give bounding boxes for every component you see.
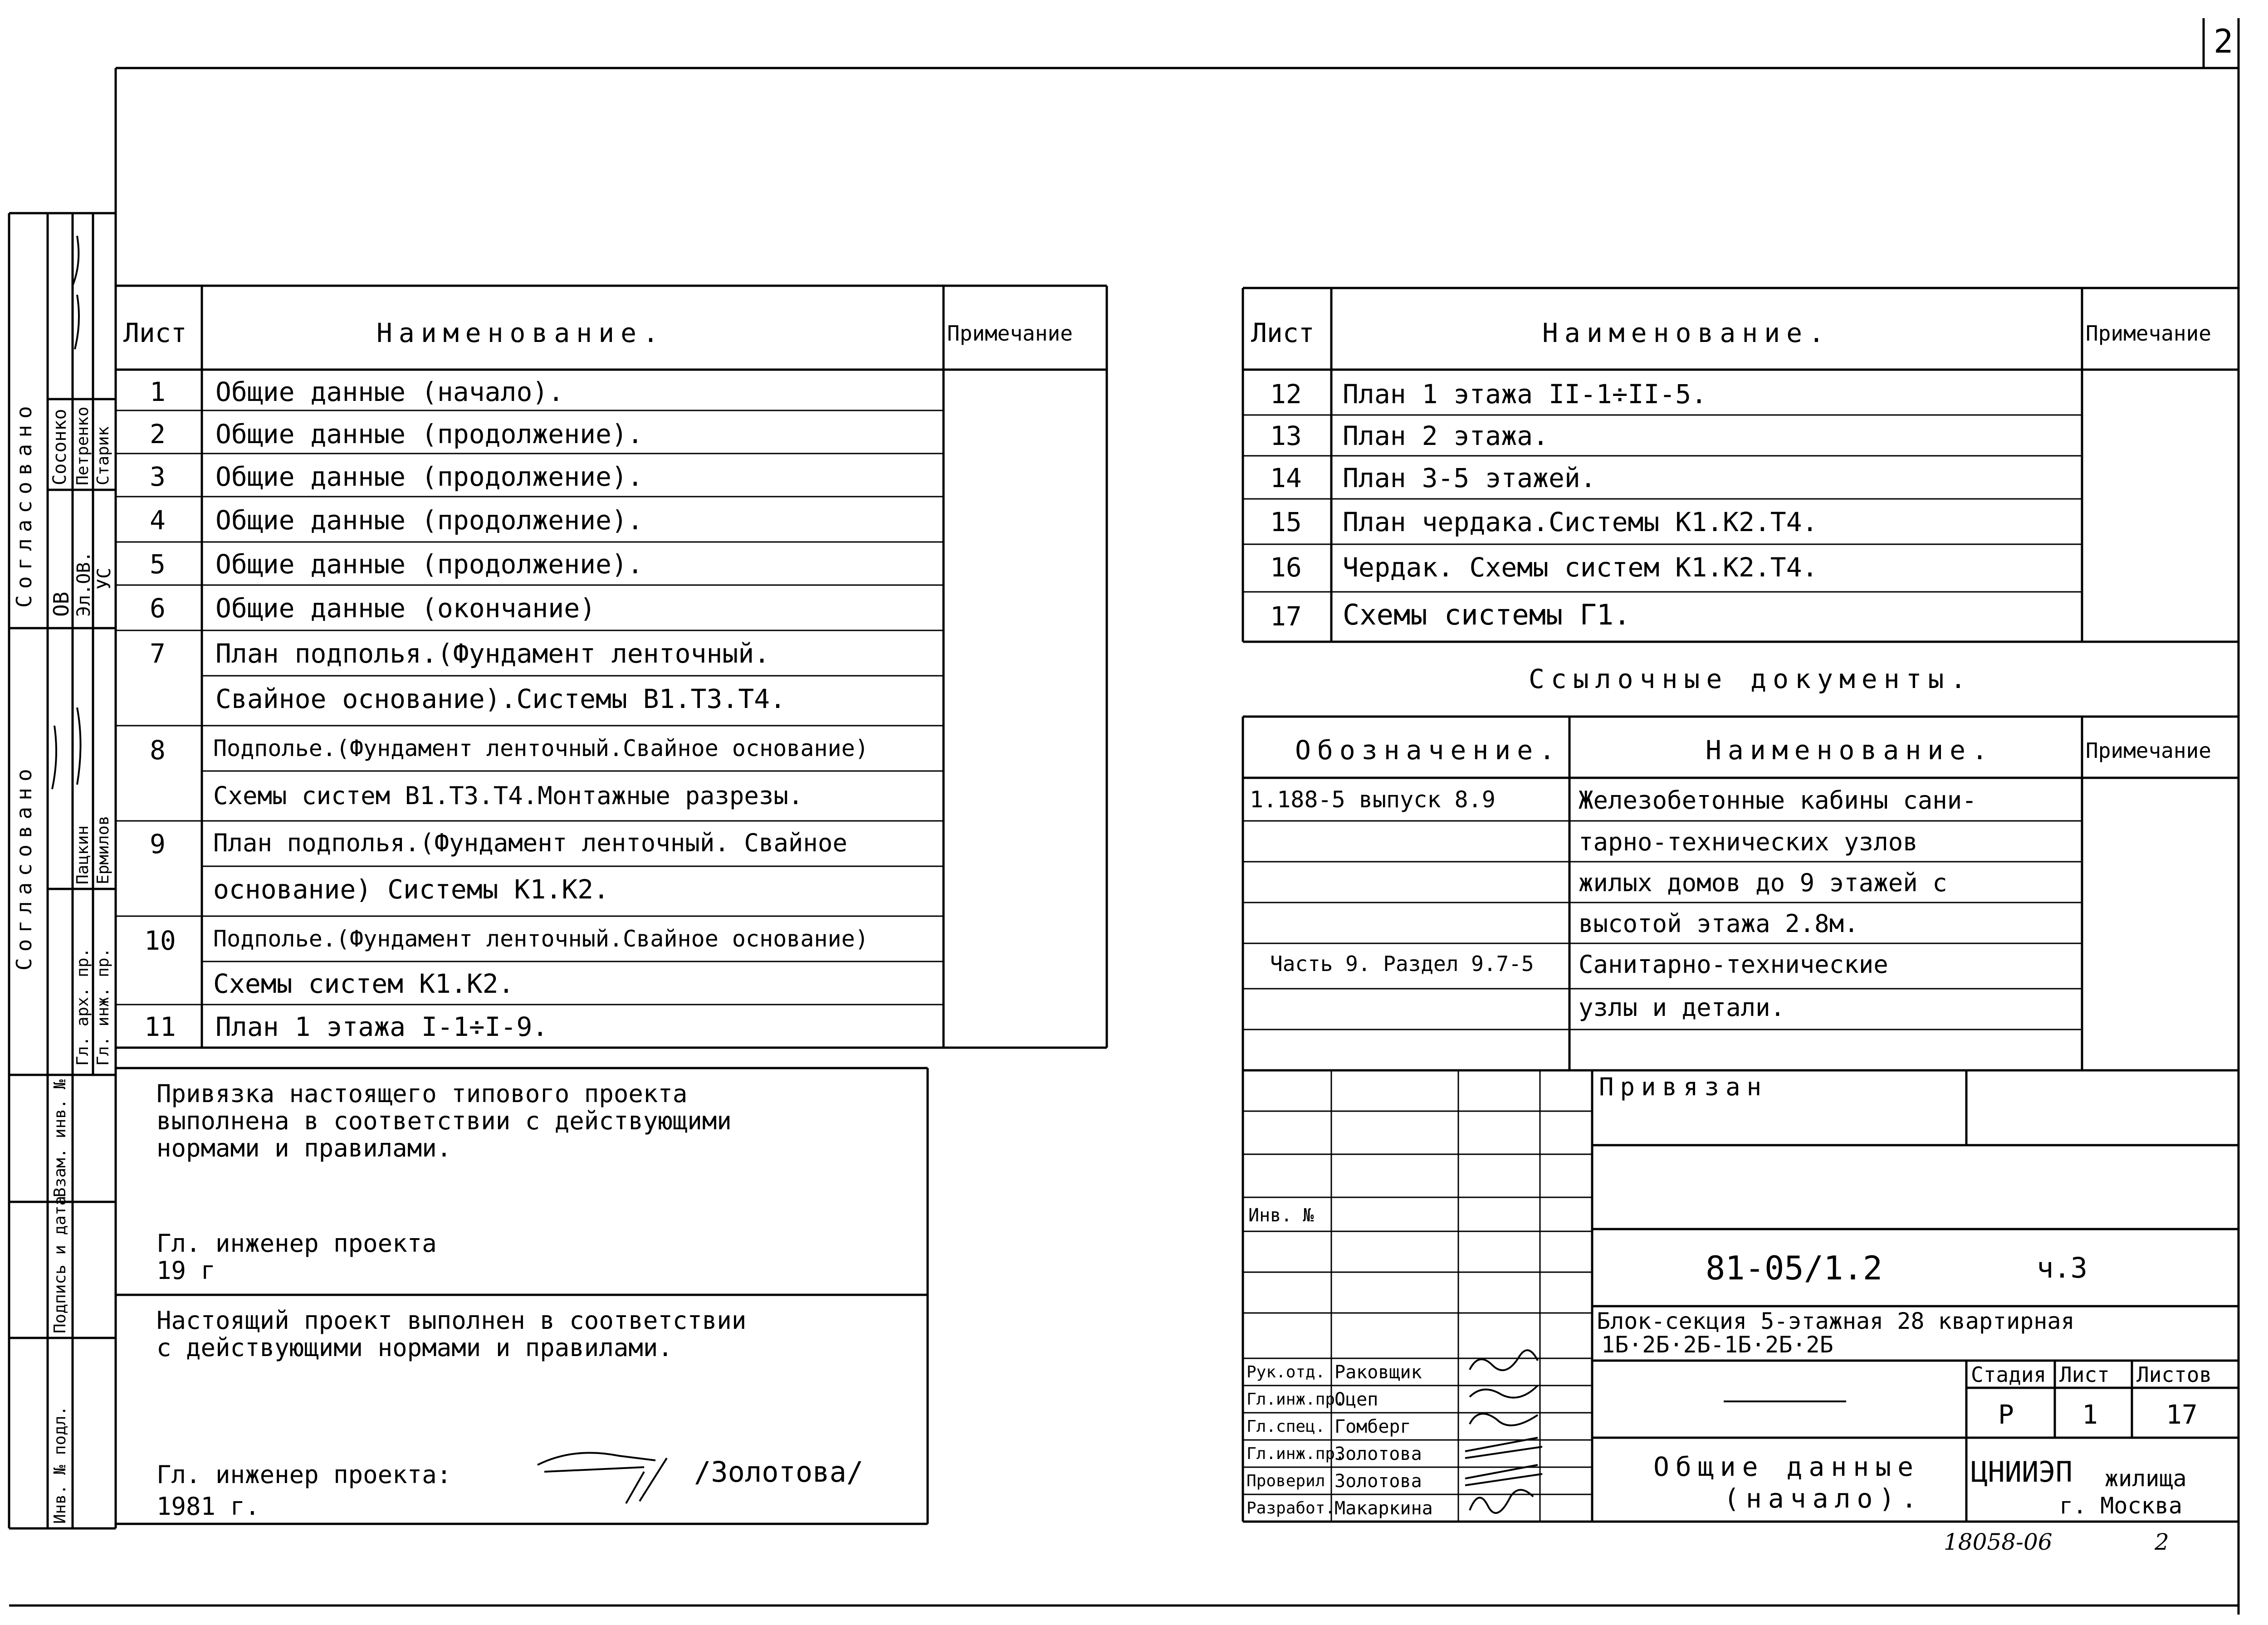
sheet-number: 15	[1270, 507, 1302, 537]
approval-name: Сосонко	[49, 409, 70, 485]
staff-role: Проверил	[1246, 1472, 1325, 1490]
sheets-label: Листов	[2136, 1362, 2212, 1387]
stage-value: Р	[1998, 1399, 2014, 1430]
sheet-title: Свайное основание).Системы В1.Т3.Т4.	[215, 683, 786, 714]
sheet-title: Общие данные (начало).	[215, 376, 564, 407]
approval-group2-title: Согласовано	[12, 762, 36, 971]
staff-name: Золотова	[1334, 1444, 1422, 1464]
approval-name: Старик	[94, 426, 112, 485]
sheet-title: Общие данные (окончание)	[215, 593, 596, 624]
approval-name: Петренко	[73, 406, 92, 485]
staff-role: Гл.спец.	[1246, 1417, 1325, 1436]
staff-name: Макаркина	[1334, 1498, 1433, 1519]
ref-header-name: Наименование.	[1706, 735, 1994, 766]
col-header-name: Наименование.	[1542, 317, 1831, 348]
project-description: 1Б·2Б·2Б-1Б·2Б·2Б	[1601, 1332, 1833, 1358]
sheet-number: 14	[1270, 463, 1302, 493]
approval-dept: ОВ	[49, 591, 73, 617]
label-original-inv: Инв. № подл.	[51, 1405, 69, 1524]
sheet-title: Общие данные (продолжение).	[215, 461, 643, 492]
sheet-number: 12	[1270, 379, 1302, 410]
approval-dept: Эл.ОВ.	[73, 551, 94, 617]
sheet-title: План подполья.(Фундамент ленточный. Свайное	[213, 829, 847, 857]
sheet-title: Общие данные (продолжение).	[215, 419, 643, 449]
sheet-number: 1	[150, 376, 166, 407]
sheet-title-main: Общие данные	[1653, 1451, 1920, 1482]
label-replacement-inv: Взам. инв. №	[51, 1079, 69, 1197]
approval-dept: УС	[94, 567, 115, 590]
col-header-sheet: Лист	[1251, 317, 1315, 348]
sheet-title: Схемы систем В1.Т3.Т4.Монтажные разрезы.	[213, 781, 803, 810]
ref-header-designation: Обозначение.	[1295, 735, 1562, 766]
staff-role: Гл.инж.пр.	[1246, 1444, 1345, 1463]
ref-name-line: Санитарно-технические	[1579, 950, 1888, 979]
sheet-title-sub: (начало).	[1724, 1483, 1924, 1514]
ref-name-line: тарно-технических узлов	[1579, 828, 1918, 856]
binding-text-line: выполнена в соответствии с действующими	[156, 1107, 732, 1135]
ref-designation: 1.188-5 выпуск 8.9	[1250, 786, 1496, 813]
project-code: 81-05/1.2	[1706, 1249, 1883, 1287]
archive-number: 18058-06	[1944, 1529, 2053, 1555]
binding-text-line: нормами и правилами.	[156, 1134, 452, 1162]
bound-label: Привязан	[1599, 1073, 1768, 1101]
project-text-line: Настоящий проект выполнен в соответствии	[156, 1306, 747, 1335]
ref-name-line: жилых домов до 9 этажей с	[1579, 869, 1947, 897]
approval-name: Пацкин	[73, 825, 92, 884]
approval-dept: Гл. арх. пр.	[73, 947, 92, 1066]
ref-designation: Часть 9. Раздел 9.7-5	[1270, 952, 1534, 976]
sheet-title: Общие данные (продолжение).	[215, 549, 643, 580]
sheet-number: 4	[150, 505, 166, 536]
sheet-number: 9	[150, 829, 166, 859]
sheet-title: Схемы системы Г1.	[1343, 598, 1631, 631]
staff-role: Разработ.	[1246, 1499, 1335, 1518]
sheet-number: 10	[144, 925, 176, 956]
org-suffix: жилища	[2105, 1465, 2187, 1492]
sheet-number: 3	[150, 461, 166, 492]
sheet-number: 6	[150, 593, 166, 624]
col-header-note: Примечание	[2086, 321, 2211, 346]
chief-engineer-label: Гл. инженер проекта:	[156, 1460, 452, 1489]
sheet-title: Схемы систем К1.К2.	[213, 968, 514, 999]
label-signature-date: Подпись и дата	[51, 1196, 69, 1333]
approval-dept: Гл. инж. пр.	[94, 947, 112, 1066]
sheet-label: Лист	[2059, 1362, 2110, 1387]
sheets-value: 17	[2166, 1399, 2198, 1430]
binding-year: 19 г	[156, 1256, 216, 1285]
sheet-number: 5	[150, 549, 166, 580]
staff-name: Золотова	[1334, 1471, 1422, 1492]
page-number: 2	[2214, 22, 2234, 60]
project-description: Блок-секция 5-этажная 28 квартирная	[1597, 1308, 2075, 1334]
binding-engineer-label: Гл. инженер проекта	[156, 1229, 437, 1258]
chief-engineer-name: /Золотова/	[694, 1455, 864, 1488]
approval-group1-title: Согласовано	[12, 400, 36, 608]
sheet-number: 16	[1270, 552, 1302, 583]
sheet-number: 7	[150, 638, 166, 669]
project-text-line: с действующими нормами и правилами.	[156, 1333, 673, 1362]
sheet-title: основание) Системы К1.К2.	[213, 874, 609, 905]
sheet-title: Чердак. Схемы систем К1.К2.Т4.	[1343, 552, 1818, 583]
inv-label: Инв. №	[1248, 1205, 1314, 1226]
col-header-note: Примечание	[947, 321, 1073, 346]
sheet-value: 1	[2082, 1399, 2098, 1430]
project-part: ч.3	[2037, 1251, 2087, 1284]
sheet-title: План 3-5 этажей.	[1343, 463, 1596, 493]
approval-name: Ермилов	[94, 815, 112, 884]
sheet-title: План 1 этажа I-1÷I-9.	[215, 1011, 548, 1042]
staff-name: Гомберг	[1334, 1416, 1411, 1437]
sheet-number: 2	[150, 419, 166, 449]
sheet-title: План 1 этажа II-1÷II-5.	[1343, 379, 1707, 410]
staff-role: Рук.отд.	[1246, 1363, 1325, 1381]
staff-role: Гл.инж.пр.	[1246, 1390, 1345, 1409]
sheet-number: 17	[1270, 601, 1302, 632]
ref-name-line: высотой этажа 2.8м.	[1579, 909, 1859, 938]
sheet-title: План чердака.Системы К1.К2.Т4.	[1343, 507, 1818, 537]
staff-name: Оцеп	[1334, 1389, 1378, 1410]
ref-header-note: Примечание	[2086, 738, 2211, 763]
col-header-sheet: Лист	[123, 317, 187, 348]
binding-text-line: Привязка настоящего типового проекта	[156, 1079, 688, 1108]
staff-name: Раковщик	[1334, 1362, 1422, 1383]
sheet-title: Общие данные (продолжение).	[215, 505, 643, 536]
col-header-name: Наименование.	[376, 317, 665, 348]
org-name: ЦНИИЭП	[1971, 1455, 2072, 1488]
sheet-title: Подполье.(Фундамент ленточный.Свайное основание)	[213, 926, 869, 952]
references-title: Ссылочные документы.	[1529, 664, 1973, 694]
org-city: г. Москва	[2059, 1493, 2182, 1519]
archive-page: 2	[2155, 1529, 2169, 1555]
stage-label: Стадия	[1971, 1362, 2047, 1387]
sheet-number: 11	[144, 1011, 176, 1042]
sheet-title: План 2 этажа.	[1343, 420, 1549, 451]
sheet-number: 13	[1270, 420, 1302, 451]
ref-name-line: узлы и детали.	[1579, 993, 1785, 1022]
ref-name-line: Железобетонные кабины сани-	[1579, 786, 1977, 815]
sheet-title: Подполье.(Фундамент ленточный.Свайное основание)	[213, 735, 869, 761]
sheet-title: План подполья.(Фундамент ленточный.	[215, 638, 770, 669]
project-year: 1981 г.	[156, 1492, 260, 1521]
sheet-number: 8	[150, 735, 166, 766]
